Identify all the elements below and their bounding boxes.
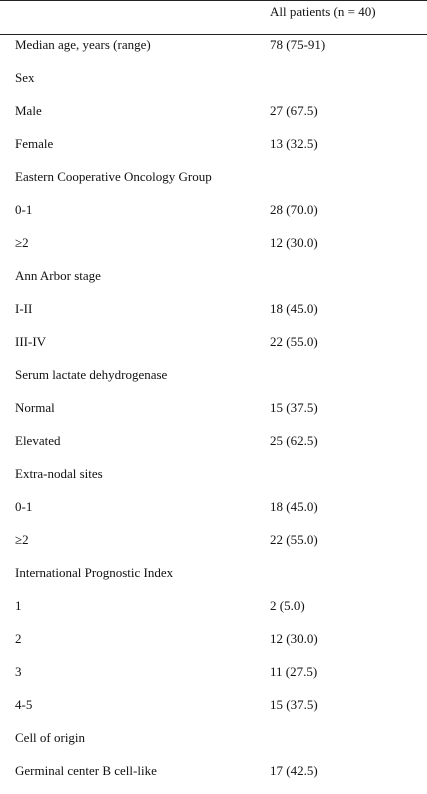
table-row <box>0 200 427 233</box>
row-value: 22 (55.0) <box>270 334 318 349</box>
row-label: 3 <box>15 664 22 679</box>
table-row <box>0 101 427 134</box>
row-label: Median age, years (range) <box>15 37 151 52</box>
row-label: Extra-nodal sites <box>15 466 103 481</box>
row-value: 22 (55.0) <box>270 532 318 547</box>
row-label: 0-1 <box>15 202 33 217</box>
table-row <box>0 563 427 596</box>
table-row <box>0 398 427 431</box>
table-row <box>0 299 427 332</box>
table-row <box>0 68 427 101</box>
row-label: Elevated <box>15 433 61 448</box>
table-row <box>0 332 427 365</box>
table-row <box>0 497 427 530</box>
row-value: 13 (32.5) <box>270 136 318 151</box>
table-row <box>0 365 427 398</box>
row-value: 15 (37.5) <box>270 400 318 415</box>
column-header-all-patients: All patients (n = 40) <box>270 4 376 19</box>
row-label: Eastern Cooperative Oncology Group <box>15 169 212 184</box>
row-label: Normal <box>15 400 55 415</box>
row-value: 2 (5.0) <box>270 598 305 613</box>
row-label: III-IV <box>15 334 47 349</box>
table-row <box>0 530 427 563</box>
table-row <box>0 629 427 662</box>
table-row <box>0 35 427 68</box>
row-value: 12 (30.0) <box>270 631 318 646</box>
table-row <box>0 695 427 728</box>
row-label: 2 <box>15 631 22 646</box>
row-label: I-II <box>15 301 33 316</box>
table-body <box>0 35 427 794</box>
row-label: ≥2 <box>15 235 29 250</box>
row-value: 18 (45.0) <box>270 499 318 514</box>
row-value: 27 (67.5) <box>270 103 318 118</box>
row-label: Male <box>15 103 42 118</box>
table-row <box>0 761 427 794</box>
row-label: Serum lactate dehydrogenase <box>15 367 168 382</box>
table-row <box>0 266 427 299</box>
row-label: ≥2 <box>15 532 29 547</box>
table-row <box>0 134 427 167</box>
table-row <box>0 233 427 266</box>
table-row <box>0 464 427 497</box>
row-label: Ann Arbor stage <box>15 268 101 283</box>
table-row <box>0 728 427 761</box>
row-label: Cell of origin <box>15 730 86 745</box>
row-label: 1 <box>15 598 22 613</box>
row-label: Sex <box>15 70 35 85</box>
row-value: 12 (30.0) <box>270 235 318 250</box>
table-row <box>0 596 427 629</box>
row-value: 78 (75-91) <box>270 37 326 52</box>
row-value: 18 (45.0) <box>270 301 318 316</box>
row-label: 0-1 <box>15 499 33 514</box>
row-value: 28 (70.0) <box>270 202 318 217</box>
row-value: 11 (27.5) <box>270 664 318 679</box>
row-value: 25 (62.5) <box>270 433 318 448</box>
row-label: Germinal center B cell-like <box>15 763 157 778</box>
row-value: 15 (37.5) <box>270 697 318 712</box>
table-row <box>0 662 427 695</box>
row-label: International Prognostic Index <box>15 565 174 580</box>
row-value: 17 (42.5) <box>270 763 318 778</box>
row-label: 4-5 <box>15 697 33 712</box>
table-header <box>0 0 427 35</box>
row-label: Female <box>15 136 54 151</box>
table-row <box>0 431 427 464</box>
table-row <box>0 167 427 200</box>
